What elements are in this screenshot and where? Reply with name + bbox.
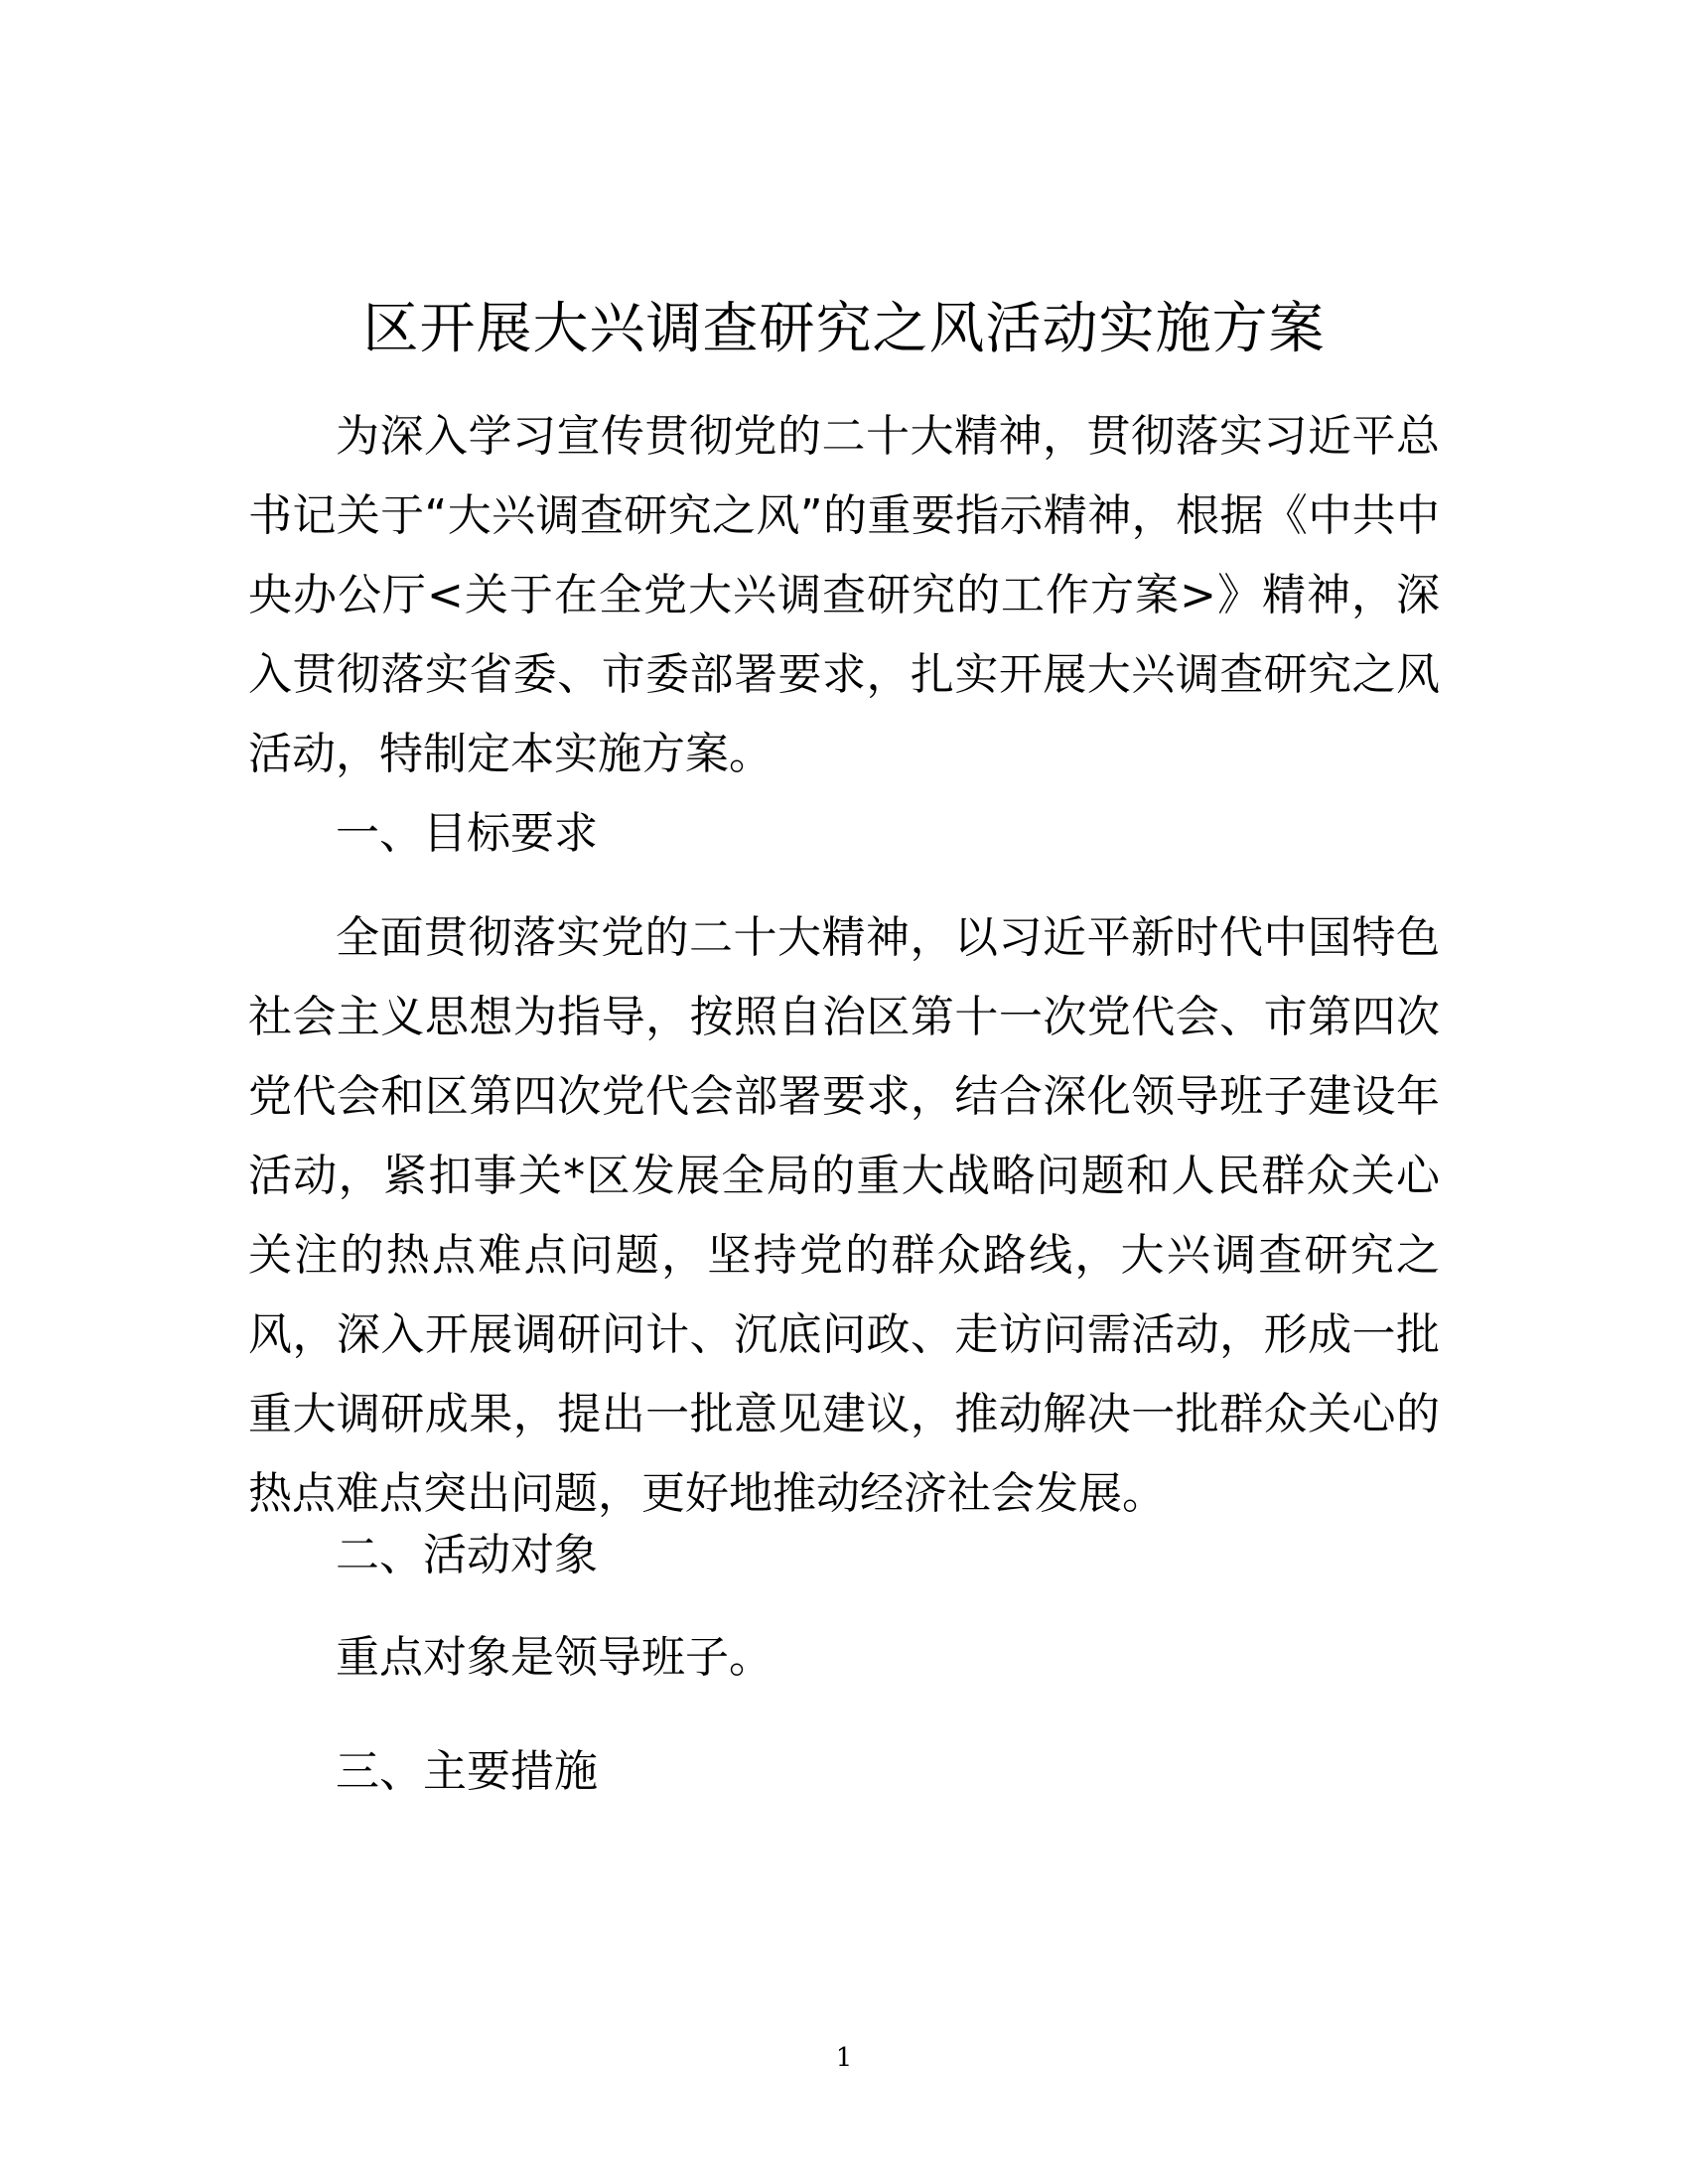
goals-paragraph: 全面贯彻落实党的二十大精神，以习近平新时代中国特色社会主义思想为指导，按照自治区第十一次党代会、市第四次党代会和区第四次党代会部署要求，结合深化领导班子建设年活动，紧扣事关*区发展全局的重大战略问题和人民群众关心关注的热点难点问题，坚持党的群众路线，大兴调查研究之风，深入开展调研问计、沉底问政、走访问需活动，形成一批重大调研成果，提出一批意见建议，推动解决一批群众关心的热点难点突出问题，更好地推动经济社会发展。 (248, 912, 1440, 1519)
section-heading-targets: 二、活动对象 (336, 1530, 598, 1580)
intro-paragraph: 为深入学习宣传贯彻党的二十大精神，贯彻落实习近平总书记关于“大兴调查研究之风”的重要指示精神，根据《中共中央办公厅<关于在全党大兴调查研究的工作方案>》精神，深入贯彻落实省委、市委部署要求，扎实开展大兴调查研究之风活动，特制定本实施方案。 (248, 411, 1440, 779)
document-title: 区开展大兴调查研究之风活动实施方案 (362, 297, 1326, 361)
section-heading-goals: 一、目标要求 (336, 808, 598, 859)
page-number: 1 (835, 2043, 853, 2073)
targets-paragraph: 重点对象是领导班子。 (336, 1632, 773, 1683)
section-heading-measures: 三、主要措施 (336, 1746, 598, 1797)
